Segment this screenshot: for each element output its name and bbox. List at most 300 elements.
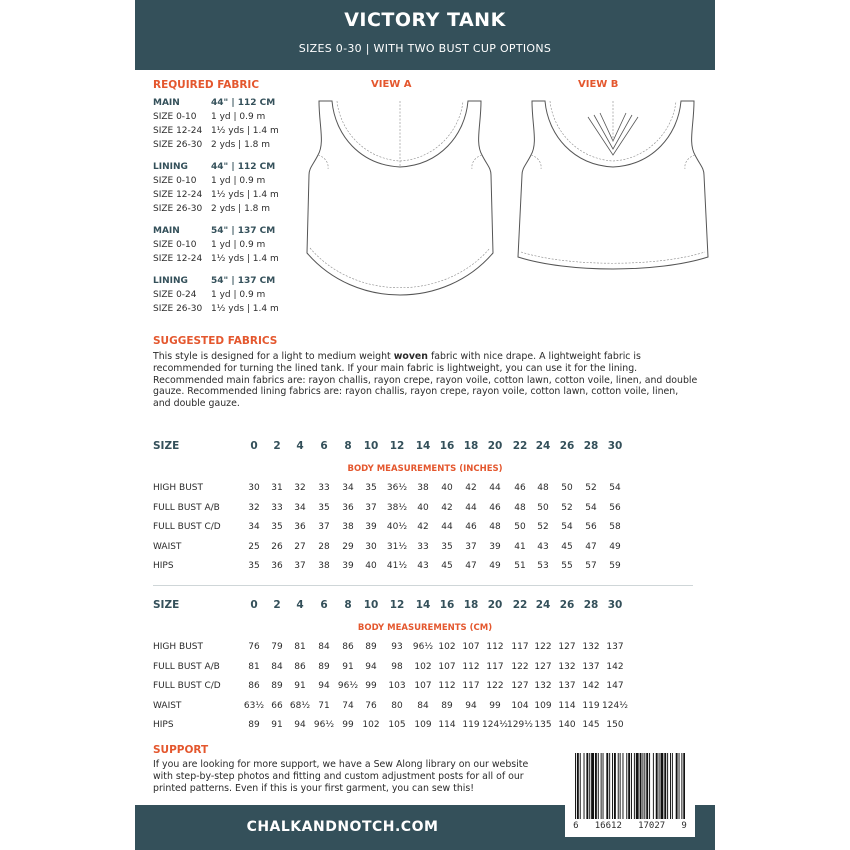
measurement-label: HIGH BUST xyxy=(153,642,203,652)
table-row xyxy=(153,662,693,674)
measurement-value: 38 xyxy=(417,483,429,493)
measurement-value: 119 xyxy=(582,700,600,711)
measurement-value: 48 xyxy=(514,502,526,513)
support-title: SUPPORT xyxy=(153,744,209,756)
barcode-bar xyxy=(606,753,608,819)
measurement-value: 98 xyxy=(391,661,403,672)
fabric-group-label: MAIN xyxy=(153,226,180,236)
measurement-value: 94 xyxy=(465,700,477,711)
measurement-value: 63½ xyxy=(243,700,265,711)
measurement-value: 52 xyxy=(561,502,573,513)
measurement-value: 54 xyxy=(609,483,621,493)
size-column-header: 6 xyxy=(320,599,328,611)
measurement-value: 55 xyxy=(561,561,573,571)
barcode-bar xyxy=(649,753,650,819)
size-column-header: 6 xyxy=(320,440,328,452)
table-row xyxy=(153,483,693,495)
fabric-size-range: SIZE 12-24 xyxy=(153,126,203,136)
measurement-value: 35 xyxy=(318,502,330,513)
measurement-value: 96½ xyxy=(412,642,434,652)
measurement-value: 38 xyxy=(318,561,330,571)
measurement-value: 104 xyxy=(511,700,529,711)
measurement-value: 99 xyxy=(489,700,501,711)
barcode-bar xyxy=(601,753,602,819)
measurement-value: 122 xyxy=(534,642,552,652)
measurement-value: 35 xyxy=(271,522,283,532)
measurement-value: 37 xyxy=(318,522,330,532)
measurement-value: 34 xyxy=(294,502,306,513)
measurement-value: 37 xyxy=(465,541,477,552)
measurement-value: 54 xyxy=(585,502,597,513)
measurement-value: 89 xyxy=(248,720,260,730)
fabric-size-range: SIZE 26-30 xyxy=(153,204,203,214)
barcode-bar xyxy=(577,753,579,819)
measurement-value: 76 xyxy=(365,700,377,711)
fabric-width: 44" | 112 CM xyxy=(211,98,276,108)
required-fabric-title: REQUIRED FABRIC xyxy=(153,79,260,91)
measurement-value: 94 xyxy=(294,720,306,730)
size-column-header: 2 xyxy=(273,440,281,452)
size-column-header: 20 xyxy=(487,440,503,452)
size-label: SIZE xyxy=(153,440,180,452)
measurement-value: 39 xyxy=(365,522,377,532)
measurement-value: 46 xyxy=(465,522,477,532)
barcode-bar xyxy=(679,753,680,819)
fabric-width: 54" | 137 CM xyxy=(211,226,276,236)
size-column-header: 22 xyxy=(512,440,528,452)
measurement-value: 140 xyxy=(558,720,576,730)
table-row xyxy=(153,503,693,515)
fabric-size-range: SIZE 26-30 xyxy=(153,140,203,150)
measurement-value: 39 xyxy=(489,541,501,552)
measurement-value: 93 xyxy=(391,642,403,652)
measurement-value: 99 xyxy=(365,681,377,691)
measurement-value: 107 xyxy=(414,681,432,691)
table-row xyxy=(153,642,693,654)
table-row xyxy=(153,720,693,732)
measurement-value: 80 xyxy=(391,700,403,711)
measurement-value: 48 xyxy=(537,483,549,493)
fabric-group xyxy=(153,224,313,266)
measurement-value: 29 xyxy=(342,541,354,552)
size-column-header: 12 xyxy=(389,440,405,452)
measurement-value: 33 xyxy=(318,483,330,493)
size-column-header: 22 xyxy=(512,599,528,611)
measurement-value: 50 xyxy=(537,502,549,513)
size-column-header: 8 xyxy=(344,599,352,611)
size-column-header: 24 xyxy=(535,599,551,611)
barcode-bar xyxy=(634,753,635,819)
measurement-value: 102 xyxy=(438,642,456,652)
measurement-value: 49 xyxy=(489,561,501,571)
suggested-fabrics-title: SUGGESTED FABRICS xyxy=(153,335,278,347)
measurement-value: 96½ xyxy=(337,681,359,691)
fabric-size-range: SIZE 12-24 xyxy=(153,190,203,200)
measurement-value: 41½ xyxy=(386,561,408,571)
size-column-header: 10 xyxy=(363,599,379,611)
size-column-header: 0 xyxy=(250,440,258,452)
barcode-bar xyxy=(595,753,597,819)
measurement-value: 33 xyxy=(271,502,283,513)
fabric-group-label: LINING xyxy=(153,162,188,172)
measurement-value: 103 xyxy=(388,681,406,691)
measurement-value: 105 xyxy=(388,720,406,730)
measurement-heading: BODY MEASUREMENTS (INCHES) xyxy=(347,464,503,474)
fabric-group xyxy=(153,160,313,216)
barcode-digits: 6 xyxy=(573,821,579,831)
size-column-header: 8 xyxy=(344,440,352,452)
measurement-value: 40 xyxy=(365,561,377,571)
barcode-bar xyxy=(653,753,654,819)
measurement-value: 35 xyxy=(441,541,453,552)
fabric-width: 54" | 137 CM xyxy=(211,276,276,286)
measurement-value: 35 xyxy=(365,483,377,493)
barcode-bar xyxy=(623,753,624,819)
measurement-value: 39 xyxy=(342,561,354,571)
pattern-title: VICTORY TANK xyxy=(344,9,506,31)
barcode-bar xyxy=(670,753,671,819)
measurement-value: 40 xyxy=(417,502,429,513)
measurement-value: 89 xyxy=(318,661,330,672)
measurement-value: 42 xyxy=(465,483,477,493)
size-column-header: 14 xyxy=(415,440,431,452)
measurement-value: 74 xyxy=(342,700,354,711)
measurement-value: 96½ xyxy=(313,720,335,730)
measurement-value: 86 xyxy=(294,661,306,672)
measurement-value: 107 xyxy=(462,642,480,652)
measurement-value: 124½ xyxy=(602,700,628,711)
measurement-value: 109 xyxy=(414,720,432,730)
measurement-value: 44 xyxy=(441,522,453,532)
size-column-header: 0 xyxy=(250,599,258,611)
fabric-yardage: 1½ yds | 1.4 m xyxy=(211,304,279,314)
barcode-bar xyxy=(628,753,630,819)
size-column-header: 14 xyxy=(415,599,431,611)
measurement-value: 145 xyxy=(582,720,600,730)
barcode-bar xyxy=(631,753,632,819)
measurement-value: 50 xyxy=(561,483,573,493)
barcode-digits: 16612 xyxy=(594,821,622,831)
measurement-value: 54 xyxy=(561,522,573,532)
measurement-value: 119 xyxy=(462,720,480,730)
measurement-value: 45 xyxy=(561,541,573,552)
measurement-value: 91 xyxy=(294,681,306,691)
barcode-bar xyxy=(575,753,576,819)
measurement-value: 112 xyxy=(486,642,504,652)
size-column-header: 18 xyxy=(463,440,479,452)
barcode-bar xyxy=(598,753,599,819)
barcode-bar xyxy=(614,753,616,819)
size-column-header: 30 xyxy=(607,599,623,611)
measurement-value: 150 xyxy=(606,720,624,730)
size-column-header: 28 xyxy=(583,599,599,611)
barcode-bar xyxy=(618,753,619,819)
measurement-value: 32 xyxy=(248,502,260,513)
measurement-value: 122 xyxy=(511,661,529,672)
size-column-header: 18 xyxy=(463,599,479,611)
barcode-bar xyxy=(589,753,590,819)
website-url[interactable]: CHALKANDNOTCH.COM xyxy=(246,819,439,835)
fabric-size-range: SIZE 12-24 xyxy=(153,254,203,264)
barcode-number xyxy=(565,821,695,831)
fabric-group xyxy=(153,274,313,316)
size-column-header: 28 xyxy=(583,440,599,452)
measurement-value: 41 xyxy=(514,541,526,552)
measurement-value: 30 xyxy=(248,483,260,493)
measurement-value: 137 xyxy=(582,661,600,672)
measurement-value: 47 xyxy=(585,541,597,552)
measurement-value: 44 xyxy=(489,483,501,493)
measurement-value: 48 xyxy=(489,522,501,532)
measurement-value: 91 xyxy=(342,661,354,672)
measurement-value: 147 xyxy=(606,681,624,691)
fabric-width: 44" | 112 CM xyxy=(211,162,276,172)
measurement-value: 124½ xyxy=(482,720,508,730)
measurement-value: 122 xyxy=(486,681,504,691)
barcode-bar xyxy=(620,753,621,819)
measurement-label: HIPS xyxy=(153,720,174,730)
measurement-value: 117 xyxy=(511,642,529,652)
barcode-bar xyxy=(612,753,613,819)
measurement-value: 31½ xyxy=(386,541,408,552)
measurement-label: FULL BUST A/B xyxy=(153,502,220,513)
barcode-bar xyxy=(642,753,643,819)
measurement-value: 34 xyxy=(342,483,354,493)
measurement-value: 132 xyxy=(582,642,600,652)
fabric-yardage: 1 yd | 0.9 m xyxy=(211,112,266,122)
measurement-value: 40½ xyxy=(386,522,408,532)
measurement-value: 129½ xyxy=(507,720,533,730)
measurement-value: 26 xyxy=(271,541,283,552)
measurement-value: 137 xyxy=(558,681,576,691)
measurement-label: FULL BUST C/D xyxy=(153,681,221,691)
measurement-value: 49 xyxy=(609,541,621,552)
fabric-yardage: 1½ yds | 1.4 m xyxy=(211,126,279,136)
measurement-value: 51 xyxy=(514,561,526,571)
measurement-value: 142 xyxy=(582,681,600,691)
measurement-value: 36 xyxy=(342,502,354,513)
measurement-value: 114 xyxy=(558,700,576,711)
table-row xyxy=(153,701,693,713)
measurement-value: 36½ xyxy=(386,483,408,493)
measurement-value: 66 xyxy=(271,700,283,711)
suggested-fabrics-text: This style is designed for a light to medium weight woven fabric with nice drape. A lightweight fabric is recommended for turning the lined tank. If your main fabric is lightweight, you can use it for the lining. Recommended main fabrics are: rayon challis, rayon crepe, rayon voile, cotton lawn, cotton voile, linen, and double gauze. Recommended lining fabrics are: rayon challis, rayon crepe, rayon voile, cotton lawn, cotton voile, linen, and double gauze. xyxy=(153,351,698,410)
table-row xyxy=(153,522,693,534)
fabric-size-range: SIZE 0-24 xyxy=(153,290,197,300)
measurement-label: WAIST xyxy=(153,541,182,552)
measurement-value: 40 xyxy=(441,483,453,493)
measurement-value: 59 xyxy=(609,561,621,571)
table-row xyxy=(153,681,693,693)
measurement-value: 52 xyxy=(537,522,549,532)
barcode-bar xyxy=(586,753,588,819)
size-column-header: 24 xyxy=(535,440,551,452)
fabric-yardage: 1½ yds | 1.4 m xyxy=(211,190,279,200)
barcode-bar xyxy=(646,753,648,819)
measurement-value: 31 xyxy=(271,483,283,493)
fabric-yardage: 2 yds | 1.8 m xyxy=(211,140,271,150)
barcode-bar xyxy=(656,753,658,819)
measurement-value: 127 xyxy=(558,642,576,652)
measurement-value: 102 xyxy=(362,720,380,730)
measurement-value: 58 xyxy=(609,522,621,532)
measurement-value: 132 xyxy=(558,661,576,672)
size-column-header: 20 xyxy=(487,599,503,611)
barcode-bar xyxy=(681,753,682,819)
table-row xyxy=(153,542,693,554)
barcode-digits: 9 xyxy=(681,821,687,831)
barcode-bar xyxy=(644,753,645,819)
measurement-value: 114 xyxy=(438,720,456,730)
measurement-label: HIPS xyxy=(153,561,174,571)
measurement-value: 117 xyxy=(462,681,480,691)
measurement-value: 68½ xyxy=(289,700,311,711)
barcode-bar xyxy=(626,753,627,819)
measurement-value: 112 xyxy=(438,681,456,691)
measurement-value: 102 xyxy=(414,661,432,672)
measurement-value: 84 xyxy=(417,700,429,711)
measurement-value: 45 xyxy=(441,561,453,571)
measurement-value: 32 xyxy=(294,483,306,493)
measurement-value: 112 xyxy=(462,661,480,672)
fabric-size-range: SIZE 0-10 xyxy=(153,240,197,250)
fabric-group-label: LINING xyxy=(153,276,188,286)
measurement-value: 132 xyxy=(534,681,552,691)
measurement-value: 127 xyxy=(511,681,529,691)
measurement-value: 27 xyxy=(294,541,306,552)
measurement-value: 89 xyxy=(271,681,283,691)
view-b-label: VIEW B xyxy=(578,79,619,90)
barcode-digits: 17027 xyxy=(638,821,666,831)
measurement-value: 43 xyxy=(537,541,549,552)
measurement-label: FULL BUST A/B xyxy=(153,661,220,672)
barcode-bar xyxy=(672,753,673,819)
measurement-value: 117 xyxy=(486,661,504,672)
measurement-value: 91 xyxy=(271,720,283,730)
size-header-row xyxy=(153,599,693,613)
barcode-bar xyxy=(584,753,585,819)
measurement-value: 81 xyxy=(248,661,260,672)
measurement-label: WAIST xyxy=(153,700,182,711)
measurement-value: 53 xyxy=(537,561,549,571)
measurement-value: 86 xyxy=(342,642,354,652)
measurement-value: 37 xyxy=(365,502,377,513)
measurement-value: 46 xyxy=(514,483,526,493)
fabric-yardage: 1 yd | 0.9 m xyxy=(211,176,266,186)
measurement-value: 42 xyxy=(441,502,453,513)
measurement-value: 46 xyxy=(489,502,501,513)
header-banner xyxy=(135,0,715,70)
fabric-yardage: 1 yd | 0.9 m xyxy=(211,240,266,250)
fabric-group-label: MAIN xyxy=(153,98,180,108)
measurement-value: 37 xyxy=(294,561,306,571)
size-column-header: 2 xyxy=(273,599,281,611)
table-divider xyxy=(153,585,693,586)
measurement-value: 79 xyxy=(271,642,283,652)
barcode-bar xyxy=(636,753,639,819)
table-row xyxy=(153,561,693,573)
size-header-row xyxy=(153,440,693,454)
measurement-value: 94 xyxy=(318,681,330,691)
fabric-yardage: 2 yds | 1.8 m xyxy=(211,204,271,214)
measurement-value: 84 xyxy=(318,642,330,652)
measurement-value: 99 xyxy=(342,720,354,730)
measurement-value: 38½ xyxy=(386,502,408,513)
measurement-value: 71 xyxy=(318,700,330,711)
measurement-value: 109 xyxy=(534,700,552,711)
measurement-value: 89 xyxy=(365,642,377,652)
barcode-bar xyxy=(580,753,581,819)
barcode-bar xyxy=(664,753,666,819)
size-column-header: 26 xyxy=(559,440,575,452)
measurement-value: 84 xyxy=(271,661,283,672)
measurement-value: 38 xyxy=(342,522,354,532)
measurement-value: 47 xyxy=(465,561,477,571)
size-column-header: 30 xyxy=(607,440,623,452)
pattern-back-cover xyxy=(135,0,715,850)
barcode-bar xyxy=(676,753,678,819)
measurement-value: 142 xyxy=(606,661,624,672)
measurement-value: 86 xyxy=(248,681,260,691)
barcode-bars xyxy=(575,753,685,819)
measurement-value: 50 xyxy=(514,522,526,532)
measurement-value: 81 xyxy=(294,642,306,652)
barcode-bar xyxy=(683,753,685,819)
measurement-value: 42 xyxy=(417,522,429,532)
measurement-value: 135 xyxy=(534,720,552,730)
fabric-yardage: 1½ yds | 1.4 m xyxy=(211,254,279,264)
barcode-bar xyxy=(667,753,668,819)
measurement-value: 34 xyxy=(248,522,260,532)
barcode-bar xyxy=(640,753,642,819)
measurement-label: HIGH BUST xyxy=(153,483,203,493)
size-column-header: 4 xyxy=(296,440,304,452)
measurement-value: 44 xyxy=(465,502,477,513)
size-column-header: 16 xyxy=(439,599,455,611)
size-column-header: 4 xyxy=(296,599,304,611)
view-a-label: VIEW A xyxy=(371,79,412,90)
measurement-value: 56 xyxy=(585,522,597,532)
fabric-group xyxy=(153,96,313,152)
barcode-bar xyxy=(591,753,594,819)
measurement-value: 127 xyxy=(534,661,552,672)
barcode-bar xyxy=(603,753,604,819)
measurement-value: 36 xyxy=(294,522,306,532)
measurement-value: 25 xyxy=(248,541,260,552)
pattern-subtitle: SIZES 0-30 | WITH TWO BUST CUP OPTIONS xyxy=(298,42,552,55)
barcode-bar xyxy=(659,753,660,819)
measurement-label: FULL BUST C/D xyxy=(153,522,221,532)
support-text: If you are looking for more support, we have a Sew Along library on our website with step-by-step photos and fitting and custom adjustment posts for all of our printed patterns. Even if this is your first garment, you can sew this! xyxy=(153,759,529,794)
measurement-value: 43 xyxy=(417,561,429,571)
size-column-header: 16 xyxy=(439,440,455,452)
measurement-value: 33 xyxy=(417,541,429,552)
measurement-value: 76 xyxy=(248,642,260,652)
size-column-header: 12 xyxy=(389,599,405,611)
measurement-value: 107 xyxy=(438,661,456,672)
measurement-value: 56 xyxy=(609,502,621,513)
size-column-header: 26 xyxy=(559,599,575,611)
measurement-heading: BODY MEASUREMENTS (CM) xyxy=(357,623,493,633)
view-b-illustration xyxy=(508,95,718,270)
fabric-size-range: SIZE 0-10 xyxy=(153,176,197,186)
size-label: SIZE xyxy=(153,599,180,611)
fabric-size-range: SIZE 26-30 xyxy=(153,304,203,314)
size-column-header: 10 xyxy=(363,440,379,452)
measurement-value: 35 xyxy=(248,561,260,571)
measurement-value: 137 xyxy=(606,642,624,652)
measurement-value: 28 xyxy=(318,541,330,552)
